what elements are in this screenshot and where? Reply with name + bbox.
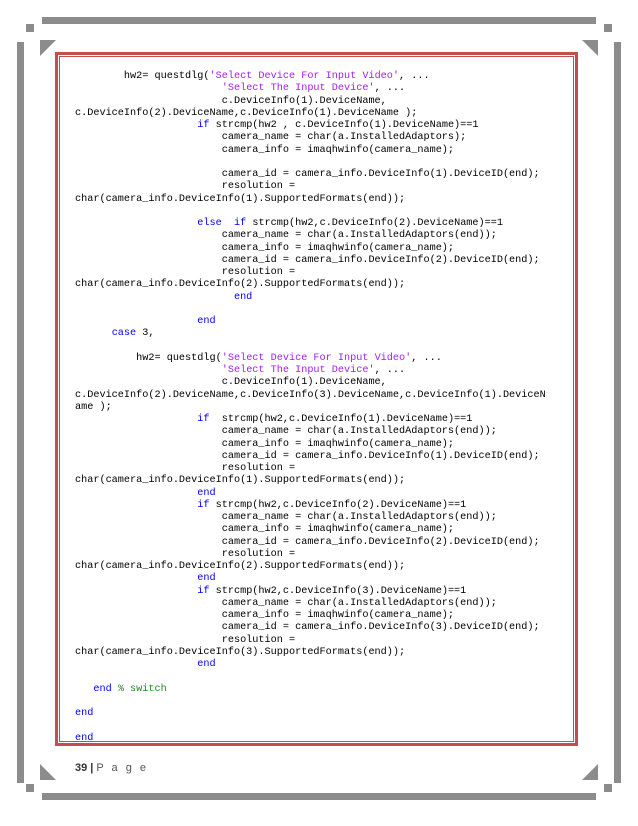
- code-line: [75, 475, 570, 487]
- code-text: camera_info = imaqhwinfo(camera_name);: [75, 438, 455, 450]
- code-text: [75, 83, 222, 94]
- code-line: [75, 451, 570, 463]
- code-text: camera_info = imaqhwinfo(camera_name);: [75, 610, 455, 621]
- code-text: [75, 586, 197, 597]
- code-line: [75, 145, 570, 157]
- code-line: [75, 635, 570, 647]
- code-text: char(camera_info.DeviceInfo(3).SupportedFormats(end));: [75, 646, 406, 658]
- code-line: [75, 573, 570, 585]
- code-line: [75, 524, 570, 536]
- code-text: camera_id = camera_info.DeviceInfo(1).DeviceID(end);: [75, 450, 540, 462]
- frame-corner-square-br: [604, 784, 612, 792]
- code-text: , ...: [399, 71, 430, 82]
- code-text: char(camera_info.DeviceInfo(2).SupportedFormats(end));: [75, 279, 406, 291]
- code-text: camera_name = char(a.InstalledAdaptors);: [75, 132, 467, 144]
- code-text: strcmp(hw2,c.DeviceInfo(2).DeviceName)==1: [246, 218, 503, 229]
- code-text: ame );: [75, 401, 112, 413]
- code-line: [75, 365, 570, 377]
- code-line: [75, 96, 570, 108]
- code-keyword: case: [111, 328, 137, 340]
- code-line: [75, 304, 570, 316]
- code-line: [75, 292, 570, 304]
- code-text: camera_info = imaqhwinfo(camera_name);: [75, 144, 455, 156]
- code-keyword: end: [75, 708, 94, 719]
- code-line: [75, 218, 570, 230]
- code-text: [75, 488, 197, 499]
- code-string: 'Select Device For Input Video': [209, 71, 400, 82]
- code-keyword: end: [233, 291, 253, 303]
- code-line: [75, 267, 570, 279]
- code-line: [75, 328, 570, 340]
- code-text: camera_name = char(a.InstalledAdaptors(end));: [75, 230, 497, 242]
- code-text: [75, 684, 93, 695]
- code-line: [75, 500, 570, 512]
- code-line: [75, 230, 570, 242]
- frame-bottom-bar: [42, 793, 596, 800]
- code-line: [75, 390, 570, 402]
- code-line: [75, 610, 570, 622]
- code-line: [75, 659, 570, 671]
- code-text: char(camera_info.DeviceInfo(2).SupportedFormats(end));: [75, 561, 406, 572]
- code-line: [75, 377, 570, 389]
- code-text: [75, 573, 197, 584]
- code-keyword: if: [197, 414, 210, 425]
- code-string: 'Select The Input Device': [221, 365, 375, 376]
- code-text: strcmp(hw2,c.DeviceInfo(2).DeviceName)==1: [209, 499, 467, 511]
- code-text: camera_info = imaqhwinfo(camera_name);: [75, 242, 455, 254]
- frame-corner-square-bl: [26, 784, 34, 792]
- code-text: resolution =: [75, 634, 296, 646]
- code-text: camera_id = camera_info.DeviceInfo(1).DeviceID(end);: [75, 169, 540, 180]
- code-line: [75, 402, 570, 414]
- code-text: camera_info = imaqhwinfo(camera_name);: [75, 524, 455, 536]
- code-keyword: end: [197, 659, 216, 670]
- code-line: [75, 243, 570, 255]
- code-line: [75, 169, 570, 181]
- code-text: camera_id = camera_info.DeviceInfo(2).DeviceID(end);: [75, 536, 540, 548]
- code-text: [75, 292, 234, 303]
- code-text: hw2= questdlg(: [75, 352, 222, 364]
- code-text: camera_name = char(a.InstalledAdaptors(end));: [75, 426, 497, 438]
- code-keyword: else: [197, 218, 222, 229]
- code-keyword: if: [233, 218, 247, 229]
- code-text: char(camera_info.DeviceInfo(1).SupportedFormats(end));: [75, 475, 406, 487]
- code-line: [75, 341, 570, 353]
- code-text: [75, 316, 197, 327]
- code-line: [75, 463, 570, 475]
- code-line: [75, 132, 570, 144]
- code-keyword: if: [197, 585, 210, 597]
- code-text: strcmp(hw2 , c.DeviceInfo(1).DeviceName)==1: [209, 120, 479, 131]
- code-line: [75, 586, 570, 598]
- code-comment: % switch: [117, 683, 167, 695]
- code-line: [75, 279, 570, 291]
- code-text: [75, 328, 112, 339]
- code-keyword: if: [197, 499, 210, 511]
- code-line: [75, 157, 570, 169]
- code-text: [75, 659, 197, 670]
- code-text: , ...: [374, 365, 406, 376]
- code-text: camera_name = char(a.InstalledAdaptors(end));: [75, 597, 497, 609]
- code-text: c.DeviceInfo(1).DeviceName,: [75, 95, 387, 107]
- frame-corner-triangle-tr: [582, 40, 598, 56]
- code-text: c.DeviceInfo(1).DeviceName,: [75, 377, 387, 389]
- frame-corner-square-tr: [604, 24, 612, 32]
- code-text: strcmp(hw2,c.DeviceInfo(1).DeviceName)==1: [209, 414, 473, 425]
- code-line: [75, 622, 570, 634]
- frame-left-bar: [17, 42, 24, 783]
- code-line: [75, 71, 570, 83]
- code-keyword: end: [93, 683, 112, 695]
- code-line: [75, 488, 570, 500]
- code-text: camera_name = char(a.InstalledAdaptors(end));: [75, 512, 497, 523]
- code-string: 'Select Device For Input Video': [221, 352, 412, 364]
- code-line: [75, 647, 570, 659]
- code-line: [75, 108, 570, 120]
- code-text: char(camera_info.DeviceInfo(1).SupportedFormats(end));: [75, 193, 406, 205]
- code-line: [75, 720, 570, 732]
- code-text: , ...: [411, 352, 442, 364]
- code-text: resolution =: [75, 548, 296, 560]
- frame-right-bar: [614, 42, 621, 783]
- code-line: [75, 120, 570, 132]
- code-text: strcmp(hw2,c.DeviceInfo(3).DeviceName)==1: [209, 585, 467, 597]
- code-string: 'Select The Input Device': [221, 83, 375, 95]
- code-text: camera_id = camera_info.DeviceInfo(3).DeviceID(end);: [75, 622, 540, 634]
- code-text: resolution =: [75, 181, 296, 193]
- code-keyword: end: [197, 573, 216, 585]
- code-text: hw2= questdlg(: [75, 71, 210, 82]
- code-text: 3,: [136, 328, 155, 340]
- code-line: [75, 353, 570, 365]
- code-line: [75, 255, 570, 267]
- code-line: [75, 83, 570, 95]
- code-text: [75, 120, 197, 131]
- code-line: [75, 181, 570, 193]
- code-text: resolution =: [75, 267, 296, 278]
- footer-separator: |: [90, 762, 94, 774]
- code-keyword: end: [197, 487, 216, 499]
- code-text: c.DeviceInfo(2).DeviceName,c.DeviceInfo(3).DeviceName,c.DeviceInfo(1).DeviceN: [75, 389, 546, 401]
- code-line: [75, 598, 570, 610]
- code-line: [75, 426, 570, 438]
- code-line: [75, 414, 570, 426]
- frame-corner-triangle-br: [582, 764, 598, 780]
- code-text: [75, 218, 197, 229]
- frame-corner-square-tl: [26, 24, 34, 32]
- code-line: [75, 316, 570, 328]
- code-text: [222, 218, 234, 229]
- code-text: , ...: [374, 83, 406, 95]
- code-keyword: if: [197, 120, 210, 131]
- code-line: [75, 206, 570, 218]
- code-text: resolution =: [75, 463, 296, 474]
- code-line: [75, 537, 570, 549]
- code-line: [75, 439, 570, 451]
- code-line: [75, 512, 570, 524]
- page-footer: [75, 762, 149, 774]
- code-line: [75, 561, 570, 573]
- code-text: c.DeviceInfo(2).DeviceName,c.DeviceInfo(1).DeviceName );: [75, 107, 418, 119]
- code-line: [75, 733, 570, 745]
- page-label: P a g e: [96, 762, 149, 774]
- code-line: [75, 696, 570, 708]
- code-text: [75, 365, 222, 376]
- code-keyword: end: [75, 732, 94, 744]
- page-number: 39: [75, 762, 88, 774]
- code-text: camera_id = camera_info.DeviceInfo(2).DeviceID(end);: [75, 254, 540, 266]
- code-text: [75, 500, 197, 511]
- code-keyword: end: [197, 316, 216, 327]
- code-text: [75, 414, 197, 425]
- code-line: [75, 194, 570, 206]
- code-listing: [75, 71, 570, 745]
- frame-corner-triangle-bl: [40, 764, 56, 780]
- frame-corner-triangle-tl: [40, 40, 56, 56]
- code-line: [75, 671, 570, 683]
- frame-top-bar: [42, 17, 596, 24]
- code-line: [75, 708, 570, 720]
- code-line: [75, 684, 570, 696]
- code-line: [75, 549, 570, 561]
